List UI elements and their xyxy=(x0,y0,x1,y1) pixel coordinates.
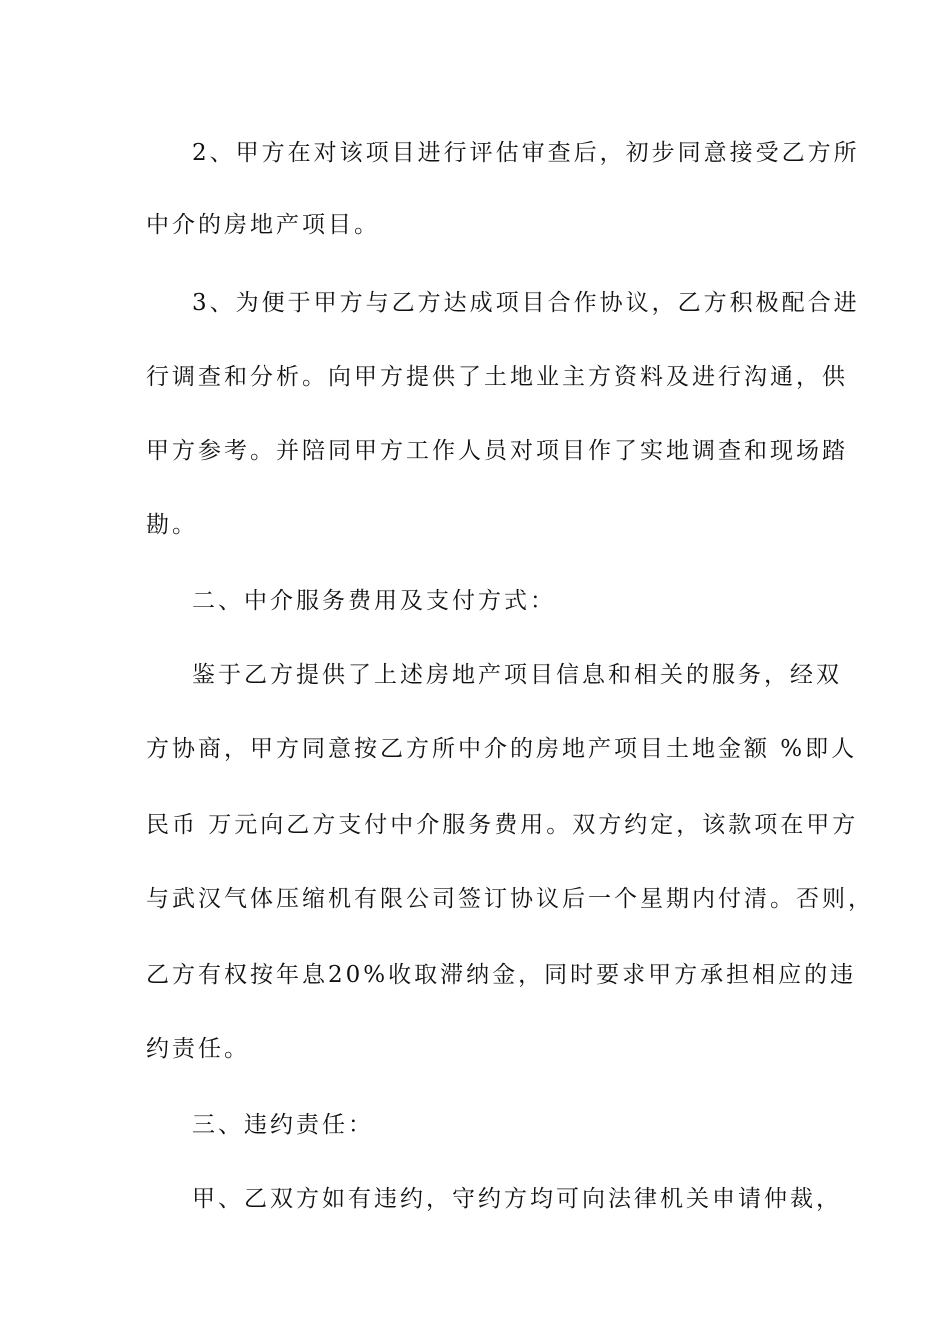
fee-paragraph-line-6: 约责任。 xyxy=(146,1036,250,1062)
fee-paragraph-line-4: 与武汉气体压缩机有限公司签订协议后一个星期内付清。否则， xyxy=(146,886,874,912)
fee-paragraph-line-3: 民币 万元向乙方支付中介服务费用。双方约定，该款项在甲方 xyxy=(146,812,859,838)
section-2-heading: 二、中介服务费用及支付方式： xyxy=(192,588,556,614)
breach-paragraph-line-1: 甲、乙双方如有违约，守约方均可向法律机关申请仲裁， xyxy=(192,1186,842,1212)
fee-paragraph-line-2: 方协商，甲方同意按乙方所中介的房地产项目土地金额 %即人 xyxy=(146,736,858,762)
fee-paragraph-line-5: 乙方有权按年息20%收取滞纳金，同时要求甲方承担相应的违 xyxy=(146,962,857,988)
clause-3-line-4: 勘。 xyxy=(146,512,198,538)
clause-2-line-2: 中介的房地产项目。 xyxy=(146,212,380,238)
section-3-heading: 三、违约责任： xyxy=(192,1112,374,1138)
clause-2-line-1: 2、甲方在对该项目进行评估审查后，初步同意接受乙方所 xyxy=(192,140,860,166)
fee-paragraph-line-1: 鉴于乙方提供了上述房地产项目信息和相关的服务，经双 xyxy=(192,662,842,688)
clause-3-line-2: 行调查和分析。向甲方提供了土地业主方资料及进行沟通，供 xyxy=(146,364,848,390)
clause-3-line-3: 甲方参考。并陪同甲方工作人员对项目作了实地调查和现场踏 xyxy=(146,438,848,464)
clause-3-line-1: 3、为便于甲方与乙方达成项目合作协议，乙方积极配合进 xyxy=(192,290,860,316)
